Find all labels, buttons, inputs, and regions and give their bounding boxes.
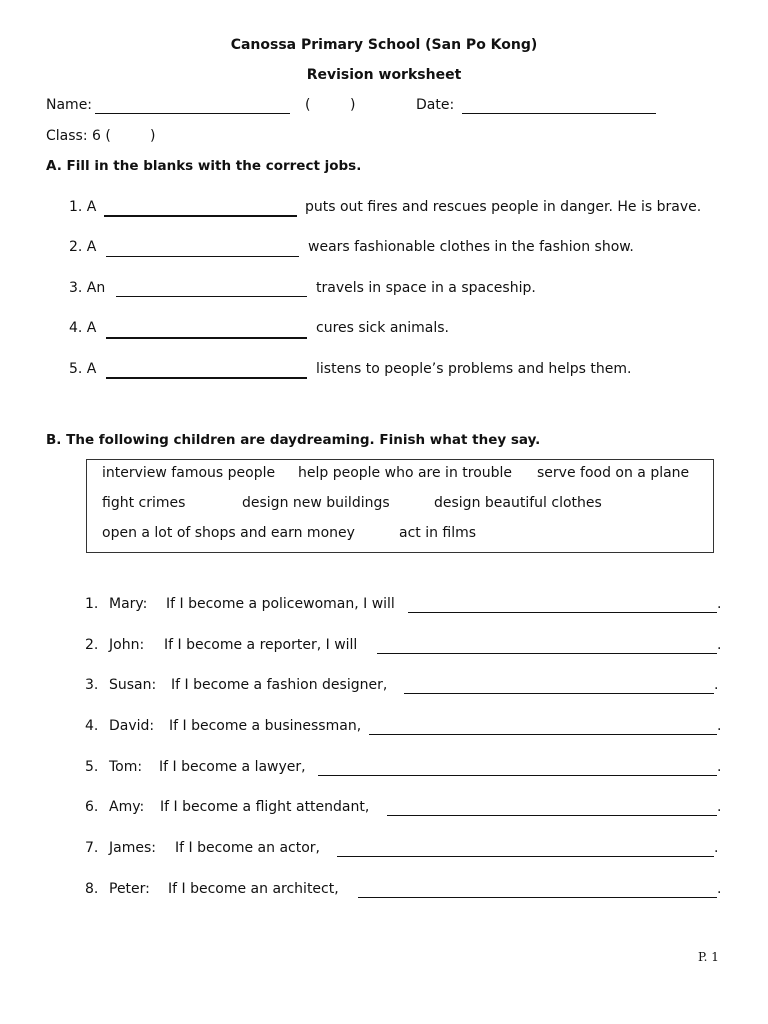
answer-blank[interactable] [104,215,297,217]
item-number: 3. An [69,280,106,296]
child-name: Amy: [109,799,145,815]
answer-blank[interactable] [318,775,717,776]
child-name: David: [109,718,155,734]
item-text: listens to people’s problems and helps them. [316,361,632,377]
item-number: 4. A [69,320,97,336]
answer-blank[interactable] [116,296,307,297]
item-number: 6. [85,799,99,815]
end-mark: . [714,677,719,693]
item-number: 8. [85,881,99,897]
answer-blank[interactable] [337,856,714,857]
word-bank-item: act in films [399,525,477,541]
word-bank-item: design beautiful clothes [434,495,602,511]
item-text: wears fashionable clothes in the fashion show. [308,239,634,255]
prompt-text: If I become a lawyer, [159,759,306,775]
child-name: James: [109,840,156,856]
answer-blank[interactable] [387,815,717,816]
date-field[interactable] [462,113,656,114]
item-number: 5. A [69,361,97,377]
answer-blank[interactable] [106,256,299,257]
item-text: travels in space in a spaceship. [316,280,536,296]
word-bank-item: fight crimes [102,495,186,511]
item-text: puts out fires and rescues people in danger. He is brave. [305,199,702,215]
child-name: Susan: [109,677,157,693]
word-bank-box [86,459,714,553]
prompt-text: If I become a reporter, I will [164,637,358,653]
prompt-text: If I become a flight attendant, [160,799,370,815]
item-number: 1. [85,596,99,612]
answer-blank[interactable] [404,693,714,694]
school-title: Canossa Primary School (San Po Kong) [230,37,538,53]
item-text: cures sick animals. [316,320,450,336]
word-bank-item: interview famous people [102,465,276,481]
answer-blank[interactable] [106,377,307,379]
item-number: 2. A [69,239,97,255]
item-number: 4. [85,718,99,734]
prompt-text: If I become an architect, [168,881,339,897]
answer-blank[interactable] [408,612,717,613]
section-b-heading: B. The following children are daydreaming. Finish what they say. [46,432,541,448]
item-number: 3. [85,677,99,693]
word-bank-item: open a lot of shops and earn money [102,525,355,541]
item-number: 7. [85,840,99,856]
answer-blank[interactable] [377,653,717,654]
paren-open: ( [305,97,311,113]
prompt-text: If I become an actor, [175,840,320,856]
end-mark: . [717,596,722,612]
word-bank-item: design new buildings [242,495,390,511]
word-bank-item: serve food on a plane [537,465,690,481]
answer-blank[interactable] [358,897,717,898]
paren-close: ) [350,97,356,113]
word-bank-item: help people who are in trouble [298,465,513,481]
prompt-text: If I become a businessman, [169,718,362,734]
child-name: Tom: [109,759,143,775]
page-number: P. 1 [698,950,719,964]
child-name: Mary: [109,596,148,612]
prompt-text: If I become a policewoman, I will [166,596,395,612]
class-label: Class: 6 ( [46,128,111,144]
child-name: Peter: [109,881,150,897]
name-field[interactable] [95,113,290,114]
answer-blank[interactable] [106,337,307,339]
end-mark: . [717,799,722,815]
end-mark: . [717,881,722,897]
prompt-text: If I become a fashion designer, [171,677,388,693]
name-label: Name: [46,97,93,113]
date-label: Date: [416,97,455,113]
end-mark: . [717,718,722,734]
item-number: 1. A [69,199,97,215]
end-mark: . [714,840,719,856]
child-name: John: [109,637,145,653]
class-close: ) [150,128,156,144]
worksheet-subtitle: Revision worksheet [306,67,462,83]
item-number: 5. [85,759,99,775]
item-number: 2. [85,637,99,653]
answer-blank[interactable] [369,734,717,735]
end-mark: . [717,637,722,653]
end-mark: . [717,759,722,775]
section-a-heading: A. Fill in the blanks with the correct jobs. [46,158,362,174]
